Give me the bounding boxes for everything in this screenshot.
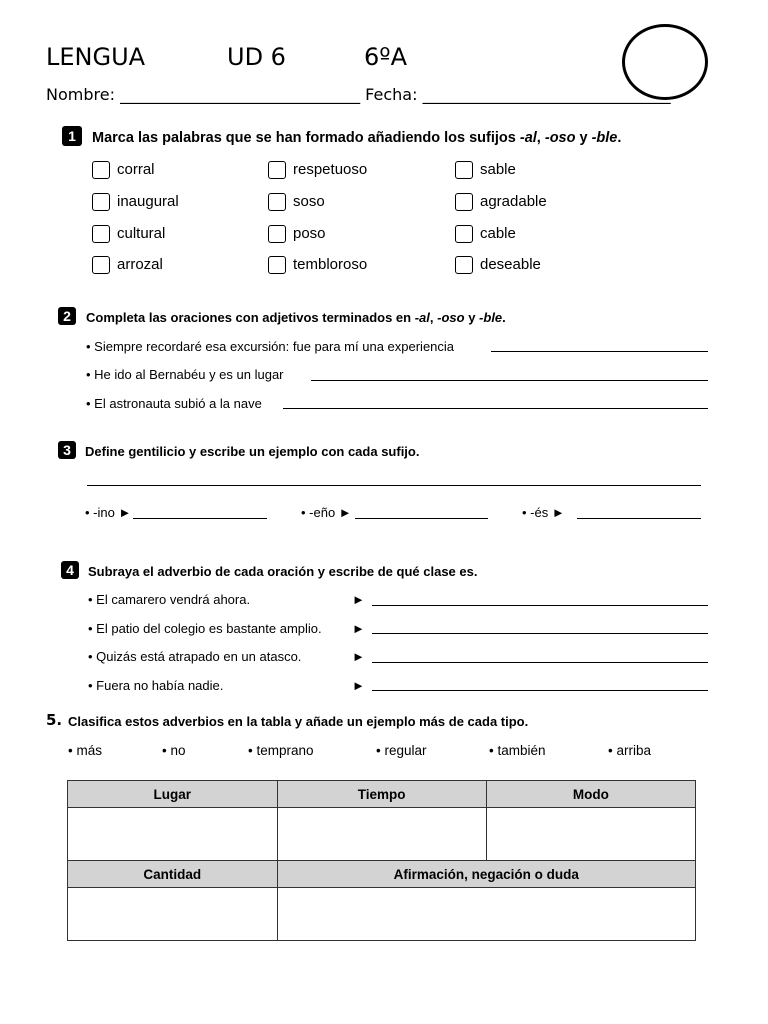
checkbox-sable[interactable] bbox=[455, 161, 473, 179]
answer-line[interactable] bbox=[372, 690, 708, 691]
cell-tiempo[interactable] bbox=[277, 808, 486, 861]
adverb-item: • temprano bbox=[248, 743, 314, 758]
exercise-1-title: Marca las palabras que se han formado añadiendo los sufijos -al, -oso y -ble. bbox=[92, 130, 622, 146]
name-label: Nombre: bbox=[46, 85, 115, 104]
arrow-icon: ► bbox=[352, 649, 365, 664]
answer-line[interactable] bbox=[372, 605, 708, 606]
sentence: • He ido al Bernabéu y es un lugar bbox=[86, 367, 284, 382]
checkbox-cultural[interactable] bbox=[92, 225, 110, 243]
sentence: • Fuera no había nadie. bbox=[88, 678, 224, 693]
word-label: inaugural bbox=[117, 193, 179, 210]
exercise-2-number: 2 bbox=[58, 307, 76, 325]
header-afirmacion: Afirmación, negación o duda bbox=[277, 861, 696, 888]
checkbox-agradable[interactable] bbox=[455, 193, 473, 211]
sentence: • Quizás está atrapado en un atasco. bbox=[88, 649, 302, 664]
checkbox-arrozal[interactable] bbox=[92, 256, 110, 274]
subject-heading: LENGUA bbox=[46, 43, 146, 71]
sentence: • El patio del colegio es bastante amplio. bbox=[88, 621, 322, 636]
exercise-3-title: Define gentilicio y escribe un ejemplo con cada sufijo. bbox=[85, 444, 420, 459]
adverb-item: • arriba bbox=[608, 743, 651, 758]
date-label: Fecha: bbox=[365, 85, 418, 104]
word-label: agradable bbox=[480, 193, 547, 210]
checkbox-tembloroso[interactable] bbox=[268, 256, 286, 274]
checkbox-deseable[interactable] bbox=[455, 256, 473, 274]
cell-cantidad[interactable] bbox=[68, 888, 278, 941]
word-label: arrozal bbox=[117, 256, 163, 273]
word-label: tembloroso bbox=[293, 256, 368, 273]
name-field[interactable]: ______________________________ bbox=[120, 85, 361, 104]
answer-line[interactable] bbox=[133, 518, 267, 519]
header-cantidad: Cantidad bbox=[68, 861, 278, 888]
cell-lugar[interactable] bbox=[68, 808, 278, 861]
suffix-eno: • -eño ► bbox=[301, 505, 352, 520]
word-label: poso bbox=[293, 225, 326, 242]
unit-heading: UD 6 bbox=[227, 43, 286, 71]
adverb-item: • no bbox=[162, 743, 186, 758]
answer-line[interactable] bbox=[491, 351, 708, 352]
adverb-item: • regular bbox=[376, 743, 427, 758]
suffix-ino: • -ino ► bbox=[85, 505, 132, 520]
checkbox-soso[interactable] bbox=[268, 193, 286, 211]
header-lugar: Lugar bbox=[68, 781, 278, 808]
checkbox-cable[interactable] bbox=[455, 225, 473, 243]
arrow-icon: ► bbox=[352, 621, 365, 636]
header-modo: Modo bbox=[486, 781, 695, 808]
suffix-es: • -és ► bbox=[522, 505, 565, 520]
word-label: sable bbox=[480, 161, 516, 178]
exercise-4-number: 4 bbox=[61, 561, 79, 579]
answer-line[interactable] bbox=[311, 380, 708, 381]
word-label: deseable bbox=[480, 256, 541, 273]
cell-modo[interactable] bbox=[486, 808, 695, 861]
exercise-3-number: 3 bbox=[58, 441, 76, 459]
checkbox-poso[interactable] bbox=[268, 225, 286, 243]
adverb-item: • más bbox=[68, 743, 102, 758]
answer-line[interactable] bbox=[577, 518, 701, 519]
grade-heading: 6ºA bbox=[364, 43, 407, 71]
word-label: respetuoso bbox=[293, 161, 368, 178]
arrow-icon: ► bbox=[352, 592, 365, 607]
header-tiempo: Tiempo bbox=[277, 781, 486, 808]
exercise-5-title: Clasifica estos adverbios en la tabla y añade un ejemplo más de cada tipo. bbox=[68, 714, 529, 729]
answer-line[interactable] bbox=[283, 408, 708, 409]
answer-line[interactable] bbox=[355, 518, 488, 519]
arrow-icon: ► bbox=[352, 678, 365, 693]
sentence: • El camarero vendrá ahora. bbox=[88, 592, 251, 607]
answer-line[interactable] bbox=[372, 662, 708, 663]
word-label: cable bbox=[480, 225, 516, 242]
cell-afirmacion[interactable] bbox=[277, 888, 696, 941]
exercise-5-number: 5. bbox=[46, 711, 63, 729]
date-field[interactable]: _______________________________ bbox=[422, 85, 671, 104]
checkbox-corral[interactable] bbox=[92, 161, 110, 179]
classification-table bbox=[67, 780, 696, 941]
student-info-line bbox=[46, 85, 671, 104]
word-label: soso bbox=[293, 193, 325, 210]
definition-line[interactable] bbox=[87, 485, 701, 486]
exercise-1-number: 1 bbox=[62, 126, 82, 146]
checkbox-inaugural[interactable] bbox=[92, 193, 110, 211]
checkbox-respetuoso[interactable] bbox=[268, 161, 286, 179]
word-label: corral bbox=[117, 161, 155, 178]
sentence: • Siempre recordaré esa excursión: fue para mí una experiencia bbox=[86, 339, 455, 354]
adverb-item: • también bbox=[489, 743, 546, 758]
answer-line[interactable] bbox=[372, 633, 708, 634]
sentence: • El astronauta subió a la nave bbox=[86, 396, 262, 411]
exercise-2-title: Completa las oraciones con adjetivos terminados en -al, -oso y -ble. bbox=[86, 310, 506, 325]
word-label: cultural bbox=[117, 225, 166, 242]
exercise-4-title: Subraya el adverbio de cada oración y escribe de qué clase es. bbox=[88, 564, 478, 579]
